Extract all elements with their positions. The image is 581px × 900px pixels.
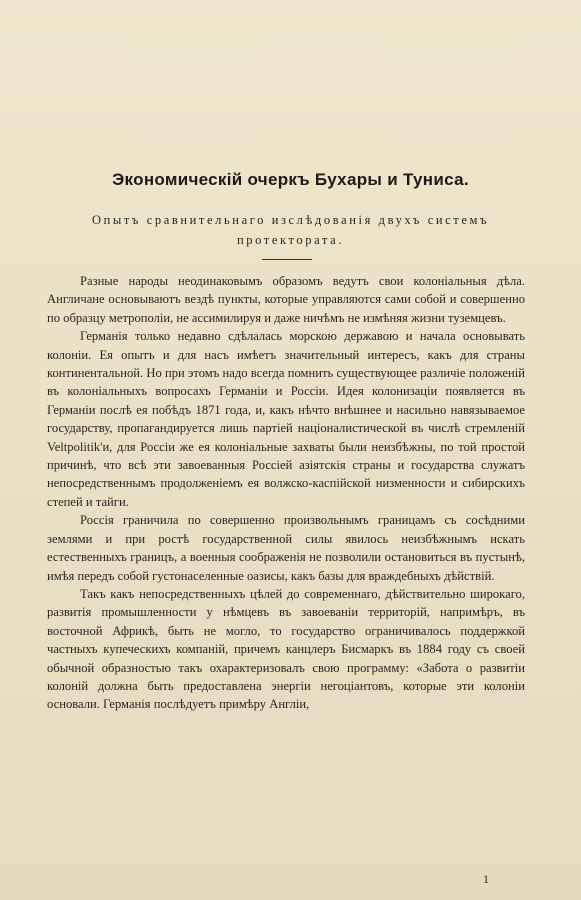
page-subtitle: Опытъ сравнительнаго изслѣдованія двухъ системъ протектората.: [91, 213, 490, 247]
paragraph: Германія только недавно сдѣлалась морскою державою и начала основывать колоніи. Ея опытъ и для насъ имѣетъ значительный интересъ, какъ для страны континентальной. Но при этомъ надо всегда помнить существующее различіе положеній въ колоніальныхъ вопросахъ Германіи и Россіи. Идея колонизаціи появляется въ Германіи послѣ ея побѣдъ 1871 года, и, какъ нѣчто внѣшнее и насильно навязываемое государству, пропагандируется лишь партіей націоналистической въ числѣ стремленій Veltpolitik'и, для Россіи же ея колоніальные захваты были неизбѣжны, по той простой причинѣ, что всѣ эти завоеванныя Россіей азіятскія страны и государства служатъ непосредственнымъ продолженіемъ ея волжско-каспійской низменности и сибирскихъ степей и тайги.: [47, 329, 525, 509]
paragraph: Разные народы неодинаковымъ образомъ ведутъ свои колоніальныя дѣла. Англичане основываютъ вездѣ пункты, которые управляются сами собой и совершенно по образцу метрополіи, не ассимилируя и даже ничѣмъ не измѣняя жизни туземцевъ.: [47, 274, 525, 325]
page-title: Экономическій очеркъ Бухары и Туниса.: [112, 170, 469, 189]
paragraph: Такъ какъ непосредственныхъ цѣлей до современнаго, дѣйствительно широкаго, развитія промышленности у нѣмцевъ въ завоеваніи территорій, напримѣръ, въ восточной Африкѣ, быть не могло, то государство ограничивалось поддержкой частныхъ купеческихъ компаній, причемъ канцлеръ Бисмаркъ въ 1884 году съ своей обычной образностью такъ охарактеризовалъ свою программу: «Забота о развитіи колоній должна быть предоставлена энергіи негоціантовъ, которые эти колоніи основали. Германія послѣдуетъ примѣру Англіи,: [47, 586, 525, 712]
divider-rule: [262, 259, 312, 260]
page-number: 1: [483, 872, 489, 886]
paragraph: Россія граничила по совершенно произвольнымъ границамъ съ сосѣдними землями и при ростѣ государственной силы явилось неизбѣжнымъ искать естественныхъ границъ, а военныя соображенія не позволили остановиться въ пустынѣ, имѣя передъ собой густонаселенные оазисы, какъ базы для враждебныхъ дѣйствій.: [47, 513, 525, 583]
body-text: [47, 272, 525, 714]
